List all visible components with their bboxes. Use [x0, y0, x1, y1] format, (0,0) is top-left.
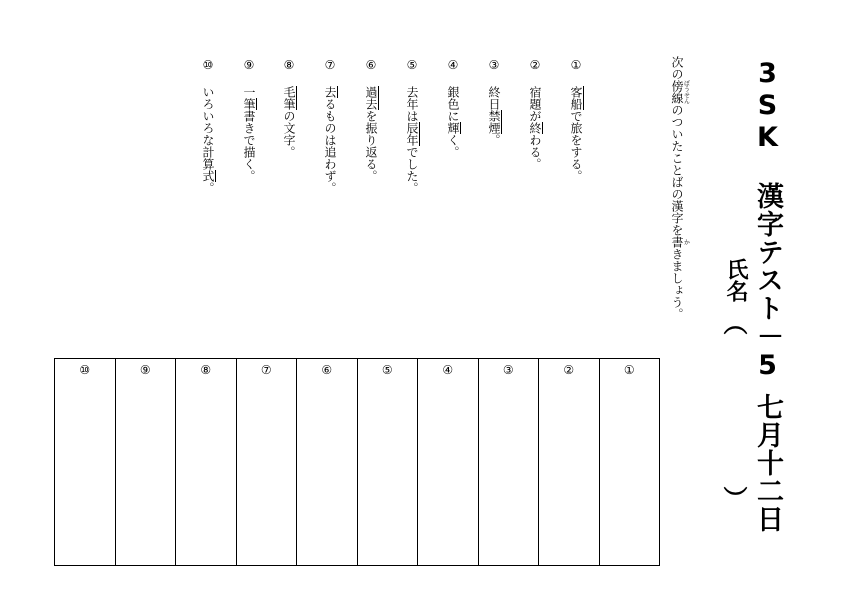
question-item — [240, 58, 258, 182]
answer-cell[interactable] — [599, 359, 660, 565]
question-item — [567, 58, 585, 182]
answer-grid — [54, 358, 660, 566]
name-label: 氏名 — [723, 258, 748, 302]
question-number: ⑨ — [243, 58, 255, 72]
answer-cell-number: ⑧ — [200, 363, 212, 377]
underlined-target: 式 — [201, 170, 215, 182]
question-number: ⑥ — [365, 58, 377, 72]
answer-cell-number: ⑥ — [321, 363, 333, 377]
question-sentence: 終日禁煙。 — [487, 86, 501, 146]
question-number: ③ — [488, 58, 500, 72]
answer-cell[interactable] — [478, 359, 539, 565]
answer-cell-number: ⑨ — [139, 363, 151, 377]
question-number: ⑦ — [324, 58, 336, 72]
underlined-target: 終 — [528, 122, 542, 134]
question-sentence: 毛筆の文字。 — [282, 86, 296, 158]
question-item — [403, 58, 421, 194]
answer-cell-number: ② — [563, 363, 575, 377]
answer-cell[interactable] — [115, 359, 176, 565]
answer-cell[interactable] — [417, 359, 478, 565]
question-item — [444, 58, 462, 158]
underlined-target: 禁煙 — [487, 110, 501, 134]
question-sentence: 一筆書きで描く。 — [242, 86, 256, 182]
answer-cell-number: ⑩ — [79, 363, 91, 377]
question-item — [280, 58, 298, 158]
question-number: ④ — [447, 58, 459, 72]
question-number: ② — [529, 58, 541, 72]
underlined-target: 毛筆 — [282, 86, 296, 110]
question-number: ⑤ — [406, 58, 418, 72]
underlined-target: 去 — [323, 86, 337, 98]
answer-cell[interactable] — [357, 359, 418, 565]
underlined-target: 客船 — [569, 86, 583, 110]
question-sentence: 過去を振り返る。 — [364, 86, 378, 182]
test-title: 3SK 漢字テスト－5 — [752, 58, 783, 382]
question-sentence: いろいろな計算式。 — [201, 86, 215, 194]
instruction-text: 次の傍線ぼうせんのついたことばの漢字を書かきましょう。 — [670, 56, 690, 320]
question-number: ① — [570, 58, 582, 72]
answer-cell[interactable] — [296, 359, 357, 565]
answer-cell-number: ④ — [442, 363, 454, 377]
underlined-target: 辰年 — [405, 122, 419, 146]
question-item — [485, 58, 503, 146]
test-date: 七月十二日 — [752, 393, 783, 533]
answer-cell-number: ③ — [502, 363, 514, 377]
question-sentence: 去年は辰年でした。 — [405, 86, 419, 194]
question-sentence: 銀色に輝く。 — [446, 86, 460, 158]
answer-cell-number: ① — [623, 363, 635, 377]
question-sentence: 客船で旅をする。 — [569, 86, 583, 182]
question-item — [321, 58, 339, 194]
answer-cell[interactable] — [236, 359, 297, 565]
name-field-close-paren[interactable]: ） — [719, 486, 747, 510]
underlined-target: 筆 — [242, 98, 256, 110]
question-sentence: 宿題が終わる。 — [528, 86, 542, 170]
answer-cell[interactable] — [538, 359, 599, 565]
answer-cell[interactable] — [55, 359, 115, 565]
name-field-open-paren[interactable]: （ — [719, 311, 747, 335]
question-item — [362, 58, 380, 182]
question-number: ⑩ — [202, 58, 214, 72]
answer-cell-number: ⑤ — [381, 363, 393, 377]
question-number: ⑧ — [283, 58, 295, 72]
question-item — [526, 58, 544, 170]
underlined-target: 輝 — [446, 122, 460, 134]
question-sentence: 去るものは追わず。 — [323, 86, 337, 194]
answer-cell-number: ⑦ — [260, 363, 272, 377]
underlined-target: 過去 — [364, 86, 378, 110]
question-item — [199, 58, 217, 194]
answer-cell[interactable] — [175, 359, 236, 565]
